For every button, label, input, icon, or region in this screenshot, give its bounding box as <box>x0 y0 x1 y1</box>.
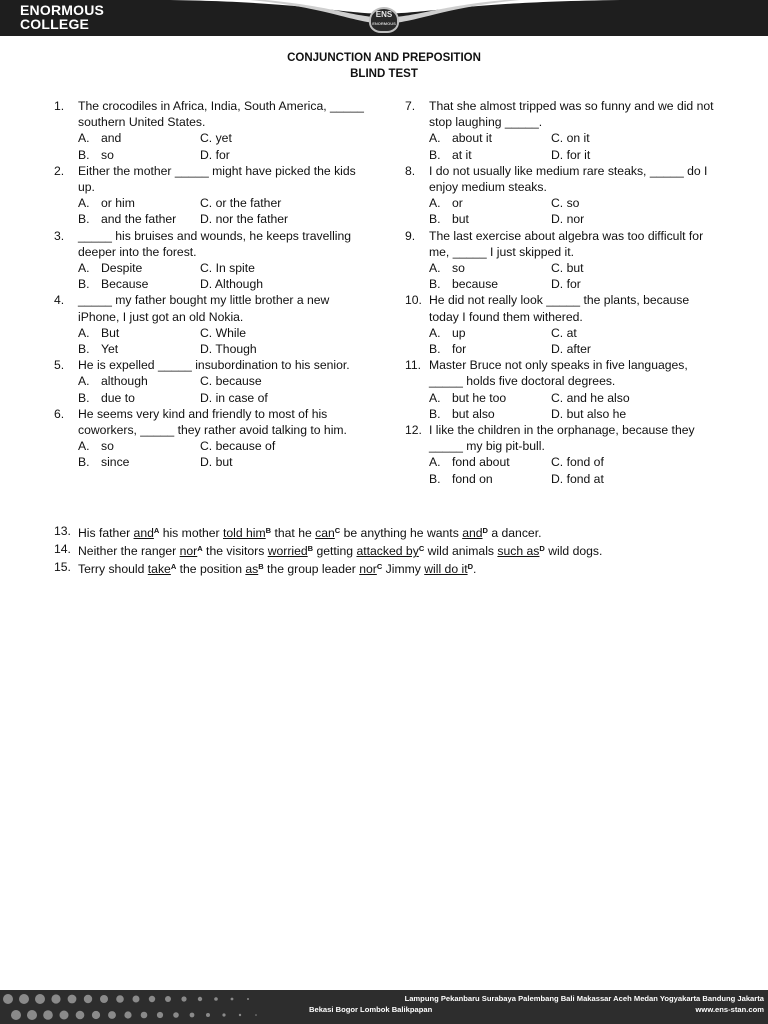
option-d: D. nor <box>551 212 585 227</box>
option-d: D. but <box>200 455 233 470</box>
underlined-a: and <box>133 526 154 540</box>
question-2 <box>54 163 364 228</box>
question-text: _____ my father bought my little brother a new iPhone, I just got an old Nokia. <box>78 293 330 324</box>
underlined-b: told him <box>222 526 266 540</box>
option-c: C. on it <box>551 131 590 146</box>
option-c: C. or the father <box>200 196 282 211</box>
question-13 <box>54 523 734 541</box>
question-number: 1. <box>54 99 65 113</box>
option-d: D. for <box>551 277 581 292</box>
option-d: D. fond at <box>551 471 604 486</box>
marker-b: B <box>265 526 272 535</box>
ens-emblem-icon <box>369 7 399 33</box>
page-title: CONJUNCTION AND PREPOSITION <box>287 52 481 64</box>
question-number: 7. <box>405 99 416 113</box>
marker-a: A <box>153 526 160 535</box>
question-8 <box>405 163 715 228</box>
option-d: D. for <box>200 147 230 162</box>
options <box>78 260 364 292</box>
question-number: 5. <box>54 358 65 373</box>
option-c: C. In spite <box>200 261 255 276</box>
question-text: That she almost tripped was so funny and we did not stop laughing _____. <box>429 99 714 130</box>
option-b: B. for <box>429 342 467 357</box>
marker-c: C <box>376 562 383 572</box>
option-a: A. fond about <box>429 455 510 470</box>
question-number: 12. <box>405 423 422 438</box>
question-text: Master Bruce not only speaks in five languages, _____ holds five doctoral degrees. <box>429 358 688 389</box>
option-b: B. and the father <box>78 212 177 227</box>
question-number: 8. <box>405 163 416 178</box>
option-c: C. so <box>551 196 580 211</box>
underlined-d: and <box>462 526 483 540</box>
marker-c: C <box>334 526 341 535</box>
option-b: B. Yet <box>78 342 119 357</box>
underlined-b: worried <box>267 544 308 559</box>
question-number: 13. <box>54 524 71 538</box>
option-b: B. Because <box>78 277 149 292</box>
question-3 <box>54 228 364 293</box>
question-1 <box>54 98 364 163</box>
page-subtitle: BLIND TEST <box>350 68 418 80</box>
underlined-d: will do it <box>424 562 468 577</box>
question-number: 2. <box>54 163 65 178</box>
question-text: He is expelled _____ insubordination to his senior. <box>78 358 350 373</box>
underlined-c: nor <box>359 562 377 577</box>
emblem-text: ENS <box>375 10 393 19</box>
question-text: I like the children in the orphanage, because they _____ my big pit-bull. <box>429 423 695 454</box>
question-number: 6. <box>54 406 65 421</box>
option-d: D. but also he <box>551 406 627 421</box>
option-c: C. but <box>551 261 584 276</box>
option-a: A. But <box>78 325 120 340</box>
option-b: B. due to <box>78 390 135 405</box>
option-a: A. and <box>78 131 122 146</box>
option-a: A. or <box>429 196 463 211</box>
marker-a: A <box>197 544 203 554</box>
underlined-c: attacked by <box>356 544 419 559</box>
option-c: C. While <box>200 325 247 340</box>
underlined-a: take <box>147 562 171 577</box>
option-b: B. so <box>78 147 114 162</box>
options <box>78 130 364 162</box>
option-d: D. nor the father <box>200 212 289 227</box>
question-text: Either the mother _____ might have picked the kids up. <box>78 163 356 195</box>
question-9 <box>405 228 715 293</box>
question-4 <box>54 292 364 357</box>
option-d: D. Although <box>200 277 264 292</box>
underlined-b: as <box>245 562 259 577</box>
option-b: B. fond on <box>429 471 493 486</box>
question-number: 9. <box>405 228 416 243</box>
option-a: A. but he too <box>429 390 507 405</box>
options <box>429 390 715 422</box>
option-a: A. up <box>429 325 466 340</box>
question-7 <box>405 98 715 163</box>
question-15 <box>54 559 734 577</box>
page-header <box>0 0 768 36</box>
question-10 <box>405 292 715 357</box>
footer-row-2 <box>309 1005 764 1015</box>
question-6 <box>54 406 364 471</box>
options <box>429 130 715 162</box>
question-14 <box>54 541 734 559</box>
option-b: B. but <box>429 212 469 227</box>
marker-d: D <box>467 562 474 572</box>
question-text: His father and$^A$ his mother told him$^B$ that he can$^C$ be anything he wants and$^D$ a dancer. <box>78 526 542 540</box>
option-a: A. Despite <box>78 261 143 276</box>
underlined-d: such as <box>497 544 540 559</box>
emblem-subtext: ENORMOUS <box>372 21 396 26</box>
option-a: A. so <box>429 261 465 276</box>
underlined-c: can <box>315 526 335 540</box>
question-text: _____ his bruises and wounds, he keeps travelling deeper into the forest. <box>78 228 352 259</box>
marker-d: D <box>482 526 488 535</box>
options <box>429 195 715 227</box>
marker-b: B <box>307 544 314 554</box>
error-recognition-section <box>54 523 734 578</box>
options <box>429 325 715 357</box>
question-text: He seems very kind and friendly to most of his coworkers, _____ they rather avoid talking to him. <box>78 406 347 438</box>
question-text: I do not usually like medium rare steaks, _____ do I enjoy medium steaks. <box>429 163 708 195</box>
question-text: He did not really look _____ the plants, because today I found them withered. <box>429 293 690 324</box>
page-footer <box>0 990 768 1024</box>
marker-b: B <box>258 562 264 572</box>
question-5 <box>54 357 364 406</box>
questions-right-column <box>405 98 715 487</box>
question-text: The crocodiles in Africa, India, South America, _____ southern United States. <box>78 99 364 130</box>
question-text: The last exercise about algebra was too difficult for me, _____ I just skipped it. <box>429 228 704 259</box>
question-text: Terry should take$^A$ the position $as^B$ the group leader nor$^C$ Jimmy will do $it^D$. <box>78 562 477 577</box>
option-b: B. since <box>78 455 130 470</box>
options <box>78 195 364 227</box>
options <box>429 260 715 292</box>
question-number: 11. <box>405 358 422 373</box>
question-12 <box>405 422 715 487</box>
options <box>78 373 364 405</box>
question-number: 3. <box>54 228 65 243</box>
marker-a: A <box>170 562 177 572</box>
footer-cities: Lampung Pekanbaru Surabaya Palembang Bali Makassar Aceh Medan Yogyakarta Bandung Jakarta <box>404 994 764 1003</box>
option-c: C. yet <box>200 131 232 146</box>
option-c: C. and he also <box>551 390 630 405</box>
options <box>78 325 364 357</box>
brand-line-1: ENORMOUS <box>20 2 105 18</box>
option-a: A. although <box>78 374 148 389</box>
option-a: A. so <box>78 439 114 454</box>
underlined-a: nor <box>179 544 198 559</box>
option-c: C. because <box>200 374 262 389</box>
option-d: D. Though <box>200 342 257 357</box>
marker-c: C <box>418 544 425 554</box>
option-d: D. in case of <box>200 390 268 405</box>
option-d: D. after <box>551 342 591 357</box>
option-c: C. fond of <box>551 455 604 470</box>
option-b: B. but also <box>429 406 495 421</box>
questions-left-column <box>54 98 364 471</box>
option-b: B. at it <box>429 147 472 162</box>
options <box>78 438 364 470</box>
question-number: 15. <box>54 560 71 575</box>
option-d: D. for it <box>551 147 591 162</box>
option-c: C. at <box>551 325 577 340</box>
marker-d: D <box>539 544 545 554</box>
footer-cities-line-2: Bekasi Bogor Lombok Balikpapan <box>309 1005 433 1014</box>
dot-pattern-decoration <box>0 990 300 1024</box>
question-11 <box>405 357 715 422</box>
question-number: 4. <box>54 293 65 308</box>
brand-line-2: COLLEGE <box>20 16 90 32</box>
option-a: A. about it <box>429 131 492 146</box>
option-b: B. because <box>429 277 499 292</box>
footer-website-link[interactable]: www.ens-stan.com <box>695 1005 764 1014</box>
brand-logo <box>20 3 104 31</box>
options <box>429 454 715 486</box>
option-a: A. or him <box>78 196 135 211</box>
option-c: C. because of <box>200 439 276 454</box>
question-number: 10. <box>405 293 422 308</box>
question-number: 14. <box>54 542 71 557</box>
question-text: Neither the ranger nor$^A$ the visitors worried$^B$ getting attacked $by^C$ wild animals such $as^D$ wild dogs. <box>78 544 603 559</box>
